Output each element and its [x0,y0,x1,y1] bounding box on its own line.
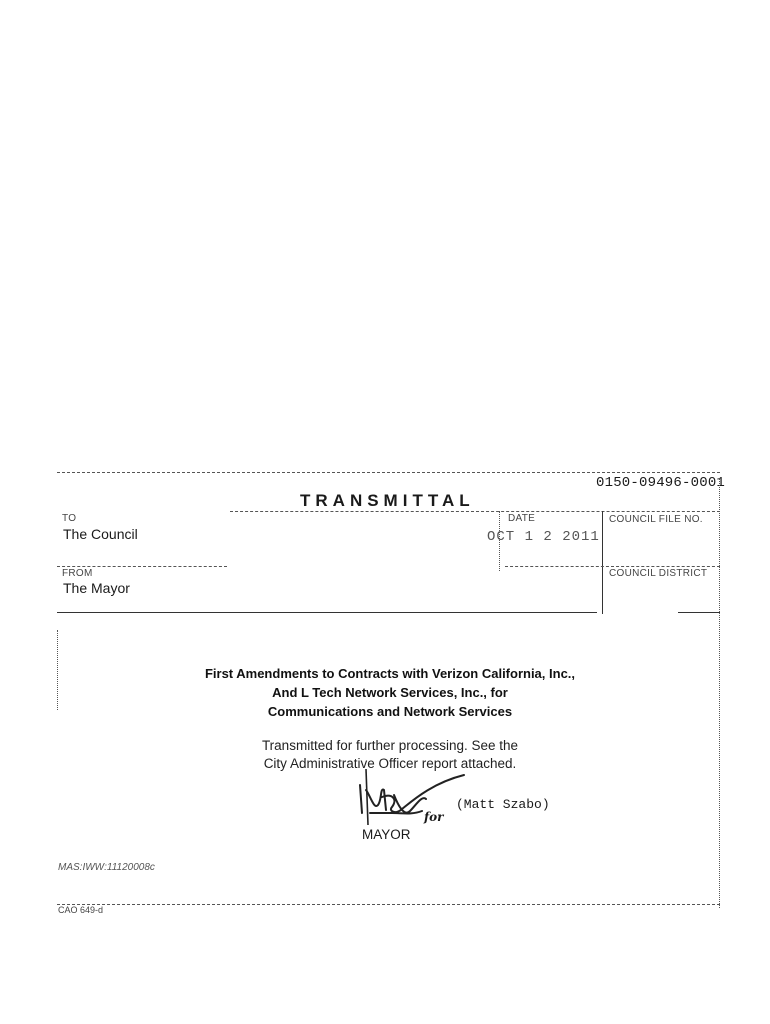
header-bottom-rule [57,612,597,613]
for-note: for [424,810,444,824]
from-value: The Mayor [63,580,130,596]
to-label: TO [62,513,77,524]
subject-block [150,664,630,721]
district-bottom-rule [678,612,720,613]
council-district-label: COUNCIL DISTRICT [609,568,708,579]
body-line: City Administrative Officer report attached. [263,756,517,771]
form-title: TRANSMITTAL [300,491,475,510]
middle-rule-right [505,566,720,567]
form-number: CAO 649-d [58,905,104,915]
title-rule [230,511,720,512]
date-label: DATE [508,513,536,524]
signatory-name: (Matt Szabo) [456,797,550,812]
file-number: 0150-09496-0001 [596,475,726,491]
middle-rule-left [57,566,227,567]
council-file-label: COUNCIL FILE NO. [609,514,703,525]
date-stamp: OCT 1 2 2011 [487,529,600,545]
top-rule [57,472,720,473]
reference-code: MAS:IWW:11120008c [58,862,155,873]
subject-line: Communications and Network Services [267,704,513,719]
to-value: The Council [63,526,138,542]
council-file-divider [602,511,603,614]
bottom-rule [57,904,720,905]
from-label: FROM [62,568,93,579]
right-border [719,478,720,908]
subject-line: First Amendments to Contracts with Verizon California, Inc., [204,666,576,681]
subject-line: And L Tech Network Services, Inc., for [272,685,508,700]
body-line: Transmitted for further processing. See the [261,738,519,753]
signatory-title: MAYOR [362,827,411,842]
left-border [57,630,58,710]
